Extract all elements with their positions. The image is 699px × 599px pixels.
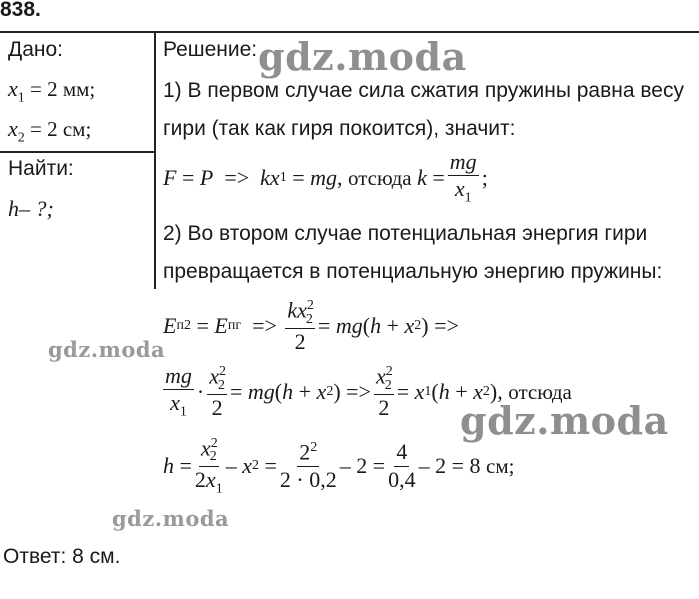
given-find-separator — [0, 151, 155, 153]
top-rule — [0, 31, 699, 33]
given-divider — [154, 31, 156, 289]
watermark-logo: gdz.moda — [48, 337, 166, 362]
watermark-logo: gdz.moda — [460, 398, 669, 443]
step2-line1: 2) Во втором случае потенциальная энергия гири — [163, 222, 648, 245]
step2-line2: превращается в потенциальную энергию пружины: — [163, 260, 663, 283]
step1-line1: 1) В первом случае сила сжатия пружины равна весу — [163, 79, 684, 102]
step1-line2: гири (так как гиря покоится), значит: — [163, 117, 516, 140]
given-heading: Дано: — [8, 38, 64, 61]
solution-heading: Решение: — [163, 38, 258, 61]
given-x1: $x_1 = 2$ мм; — [8, 76, 96, 106]
formula-4: h = $\frac{x^2_2}{2x_1}$ – x 2 = $\frac{2^2}{2 \cdot 0,2}$ – 2 = $\frac{4}{0,4}$ – 2 = 8 см; — [163, 434, 515, 497]
watermark-logo: gdz.moda — [112, 506, 230, 531]
formula-3: $\frac{mg}{x_1}$ · $\frac{x^2_2}{2}$ = mg ( h + x 2 ) => $\frac{x^2_2}{2}$ = x 1 ( h + x 2 ), отсюда — [165, 363, 572, 420]
problem-number: 838. — [0, 0, 41, 21]
find-item: h– ?; — [8, 196, 54, 221]
watermark-logo: gdz.moda — [258, 34, 467, 79]
answer: Ответ: 8 см. — [3, 545, 121, 568]
formula-2: E п2 = E пг => $\frac{kx^2_2}{2}$ = mg ( h + x 2 ) => — [163, 297, 459, 354]
given-x2: $x_2 = 2$ см; — [8, 116, 92, 146]
find-heading: Найти: — [8, 157, 74, 180]
formula-1: F = P => kx 1 = mg , отсюда k = $\frac{mg}{x_1}$ ; — [163, 149, 488, 206]
